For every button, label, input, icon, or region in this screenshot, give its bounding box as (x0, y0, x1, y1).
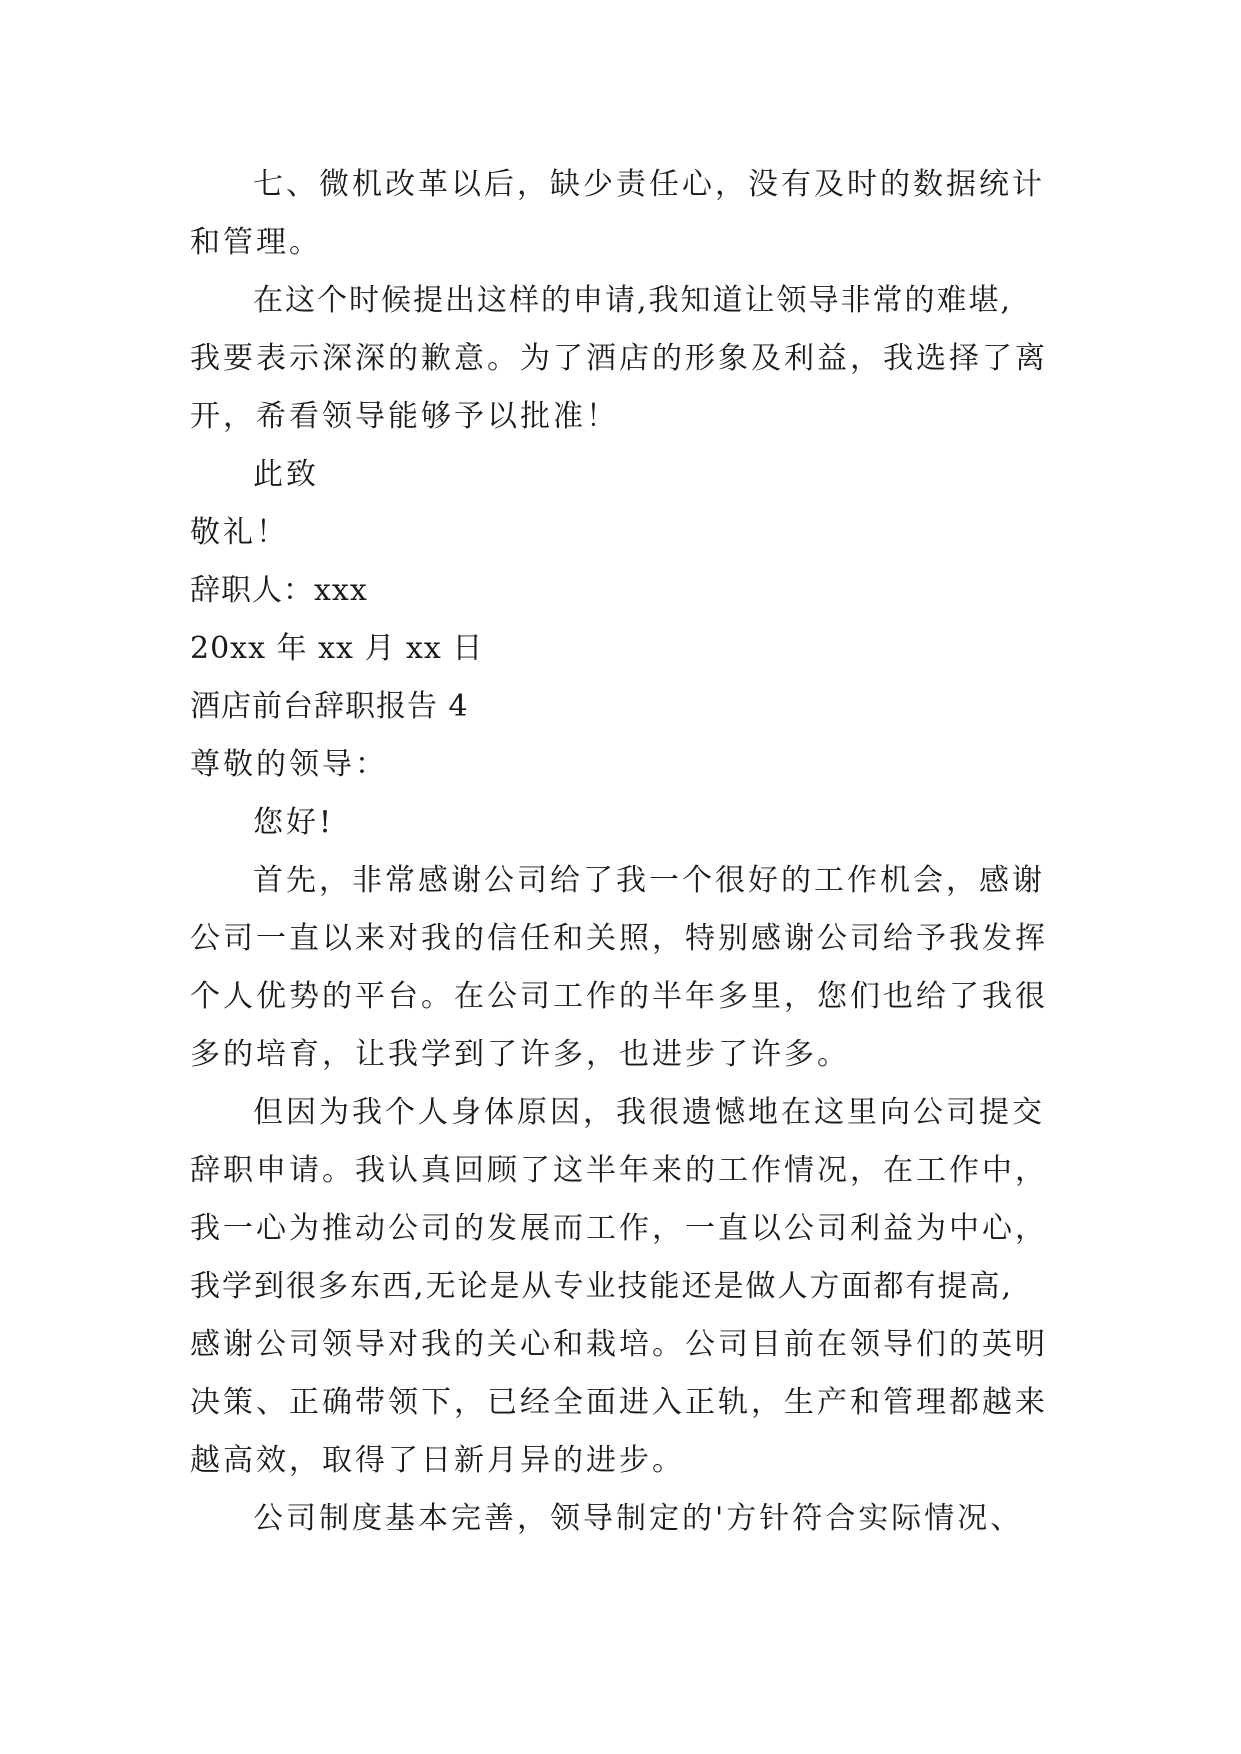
paragraph-line: 开，希看领导能够予以批准！ (190, 399, 619, 434)
paragraph-line: 我要表示深深的歉意。为了酒店的形象及利益，我选择了离 (190, 341, 1048, 376)
closing-regards: 敬礼！ (190, 515, 289, 550)
date-line: 20xx 年 xx 月 xx 日 (190, 631, 484, 666)
paragraph-line: 首先，非常感谢公司给了我一个很好的工作机会，感谢 (253, 863, 1045, 898)
section-title: 酒店前台辞职报告 4 (190, 689, 469, 724)
paragraph-line: 越高效，取得了日新月异的进步。 (190, 1443, 685, 1478)
paragraph-line: 我一心为推动公司的发展而工作，一直以公司利益为中心， (190, 1211, 1048, 1246)
paragraph-line: 在这个时候提出这样的申请,我知道让领导非常的难堪, (253, 283, 1013, 318)
paragraph-line: 和管理。 (190, 225, 322, 260)
paragraph-line: 我学到很多东西,无论是从专业技能还是做人方面都有提高, (190, 1269, 1014, 1304)
greeting-recipient: 尊敬的领导： (190, 747, 388, 782)
paragraph-line: 公司一直以来对我的信任和关照，特别感谢公司给予我发挥 (190, 921, 1048, 956)
signatory: 辞职人：xxx (190, 573, 368, 608)
greeting: 您好! (253, 805, 335, 840)
paragraph-line: 辞职申请。我认真回顾了这半年来的工作情况，在工作中， (190, 1153, 1048, 1188)
paragraph-line: 决策、正确带领下，已经全面进入正轨，生产和管理都越来 (190, 1385, 1048, 1420)
paragraph-line: 个人优势的平台。在公司工作的半年多里，您们也给了我很 (190, 979, 1048, 1014)
paragraph-line: 公司制度基本完善，领导制定的'方针符合实际情况、 (253, 1501, 1024, 1536)
paragraph-line: 多的培育，让我学到了许多，也进步了许多。 (190, 1037, 850, 1072)
paragraph-line: 但因为我个人身体原因，我很遗憾地在这里向公司提交 (253, 1095, 1045, 1130)
closing-salutation: 此致 (253, 457, 319, 492)
paragraph-line: 七、微机改革以后，缺少责任心，没有及时的数据统计 (253, 167, 1045, 202)
paragraph-line: 感谢公司领导对我的关心和栽培。公司目前在领导们的英明 (190, 1327, 1048, 1362)
